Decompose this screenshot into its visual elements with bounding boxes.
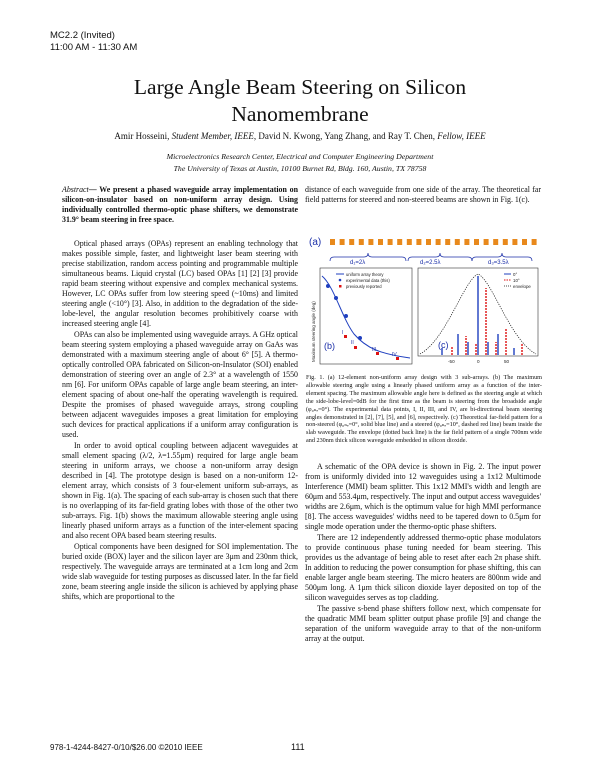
paper-title <box>60 74 540 128</box>
figure-label-b: (b) <box>324 341 335 351</box>
waveguide-marker <box>445 239 450 245</box>
body-paragraph: There are 12 independently addressed thermo-optic phase modulators to provide continuous phase tuning needed for beam steering. This provides us the advantage of being able to reset after each 2π phase shift. In addition to reducing the power consumption for phase shifting, this can enable larger angle beam steering. The micro heaters are 800nm wide and 500μm long. A 1μm thick silicon dioxide layer deposited on top of the silicon waveguides serves as top cladding. <box>305 533 541 602</box>
session-code: MC2.2 (Invited) <box>50 30 115 41</box>
panel-b-legend <box>336 272 390 289</box>
roman-label: III <box>372 347 377 353</box>
legend-c-1: 0° <box>513 272 518 277</box>
waveguide-marker <box>407 239 412 245</box>
data-point <box>376 352 379 355</box>
body-paragraph: Optical phased arrays (OPAs) represent an enabling technology that makes possible simple, faster, and lightweight laser beam steering with precise stabilization, random access pointing and programmable multiple simultaneous beams. Liquid crystal (LC) based OPAs [1] [2] [3] provide rapid beam steering without expensive and complex mechanical systems. However, LC OPAs suffer from low steering speed (~10ms) and limited steering angle (<10°) [3]. Also, in addition to the degradation of the side-lobe-level, the angular resolution becomes prohibitively coarse with increased steering angle [4]. <box>62 239 298 328</box>
waveguide-marker <box>359 239 364 245</box>
body-paragraph: A schematic of the OPA device is shown in Fig. 2. The input power from is uniformly divided into 12 waveguides using a 1x12 Multimode Interference (MMI) beam splitter. This 1x12 MMI's width and length are 60μm and 553.4μm, respectively. The input and output access waveguides' widths are 2.6μm, which is the optimum value for high MMI performance [8]. The access waveguides' widths need to be tapered down to 0.5μm for single mode operation under the thermo-optic phase shifters. <box>305 462 541 531</box>
author-rest-role: Fellow, IEEE <box>437 131 486 141</box>
session-header <box>50 30 137 54</box>
legend-b-3: previously reported <box>346 284 382 289</box>
subarray-2-spacing: d₂=2.5λ <box>420 260 441 266</box>
body-paragraph: distance of each waveguide from one side of the array. The theoretical far field patterns for steered and non-steered beams are shown in Fig. 1(c). <box>305 185 541 204</box>
abstract <box>62 185 298 225</box>
waveguide-marker <box>368 239 373 245</box>
figure-caption: Fig. 1. (a) 12-element non-uniform array design with 3 sub-arrays. (b) The maximum allowable steering angle using a linearly phased uniform array as a function of the inter-element spacing. The maximum allowable angle here is defined as the steering angle at which the side-lobe-level=0dB for the first time as the beam is steering from the broadside angle (φ₀ₙₑ=0°). The experimental data points, I, II, III, and IV, are bi-directional beam steering angles demonstrated in [2], [7], [5], and [6], respectively. (c) Theoretical far-field pattern for a non-steered (φ₀ₙₑ=0°, solid blue line) and a steered (φ₀ₙₑ=10°, dashed red line) beam inside the slab waveguide. The envelope (dotted back line) is the far field pattern of a single 700nm wide and 230nm thick silicon waveguide embedded in silicon dioxide. <box>306 374 542 445</box>
affiliation-line-2: The University of Texas at Austin, 10100 Burnet Rd, Bldg. 160, Austin, TX 78758 <box>173 164 427 173</box>
waveguide-marker <box>522 239 527 245</box>
page-number: 111 <box>291 742 305 752</box>
legend-c-3: envelope <box>513 284 531 289</box>
subarray-1-spacing: d₁=2λ <box>350 260 366 266</box>
waveguide-marker <box>416 239 421 245</box>
figure-1 <box>306 230 542 368</box>
far-field-peaks <box>442 276 522 355</box>
roman-label: I <box>342 330 344 336</box>
data-point <box>344 314 348 318</box>
body-paragraph: Optical components have been designed for SOI implementation. The buried oxide (BOX) layer and the silicon layer are 3μm and 230nm thick, respectively. The waveguide arrays are terminated at a 1cm long and 2cm wide slab waveguide for testing purposes as discussed later. In the far field zone, beam steering angle inside the silicon is achieved by applying phase shifts, which are proportional to the <box>62 542 298 601</box>
waveguide-marker <box>503 239 508 245</box>
waveguide-marker <box>426 239 431 245</box>
roman-label: II <box>351 340 354 346</box>
panel-c-legend <box>504 272 531 289</box>
abstract-label: Abstract <box>62 185 89 194</box>
data-point <box>326 284 330 288</box>
author-1-role: Student Member, IEEE <box>171 131 254 141</box>
title-line-2: Nanomembrane <box>231 102 369 126</box>
footer-isbn: 978-1-4244-8427-0/10/$26.00 ©2010 IEEE <box>50 743 203 752</box>
waveguide-marker <box>484 239 489 245</box>
waveguide-marker <box>378 239 383 245</box>
tick-label: 0 <box>477 359 480 364</box>
panel-c-ticks <box>448 359 510 364</box>
panel-b <box>311 268 412 364</box>
waveguide-array-markers <box>330 239 537 245</box>
body-paragraph: In order to avoid optical coupling between adjacent waveguides at small element spacing (λ/2, λ=1.55μm) required for large angle beam steering in uniform arrays, we choose a non-uniform array design described in [4]. The prototype design is based on a non-uniform 12-element array, which consists of 3 four-element uniform sub-arrays, as shown in Fig. 1(a). The spacing of each sub-array is chosen such that there is no overlapping of its far-field grating lobes with those of the other two sub-arrays. Fig. 1(b) shows the maximum allowable steering angle using linearly phased uniform arrays as a function of the inter-element spacing and also recent OPA based beam steering results. <box>62 441 298 540</box>
data-point <box>334 296 338 300</box>
body-paragraph: The passive s-bend phase shifters follow next, which compensate for the quadratic MMI beam splitter output phase profile [9] and change the separation of the uniform waveguide array to that of the non-uniform array at the output. <box>305 604 541 643</box>
right-column-top <box>305 185 541 205</box>
author-rest: , David N. Kwong, Yang Zhang, and Ray T. Chen, <box>253 131 438 141</box>
waveguide-marker <box>340 239 345 245</box>
tick-label: 50 <box>504 359 510 364</box>
waveguide-marker <box>464 239 469 245</box>
waveguide-marker <box>330 239 335 245</box>
waveguide-marker <box>512 239 517 245</box>
figure-label-c: (c) <box>438 340 449 350</box>
waveguide-marker <box>474 239 479 245</box>
legend-b-1: uniform array theory <box>346 272 384 277</box>
author-list <box>40 131 560 141</box>
waveguide-marker <box>397 239 402 245</box>
figure-label-a: (a) <box>309 237 322 248</box>
legend-c-2: 10° <box>513 278 520 283</box>
title-line-1: Large Angle Beam Steering on Silicon <box>133 75 467 99</box>
waveguide-marker <box>532 239 537 245</box>
abstract-text: — We present a phased waveguide array implementation on silicon-on-insulator based on non-uniform array design. Using individually controlled thermo-optic phase shifters, we demonstrate 31.9° beam steering in free space. <box>62 185 298 224</box>
left-column <box>62 185 298 602</box>
session-time: 11:00 AM - 11:30 AM <box>50 42 138 53</box>
panel-b-data-points <box>326 284 399 360</box>
body-paragraph: OPAs can also be implemented using waveguide arrays. A GHz optical beam steering system employing a phased waveguide array on GaAs was demonstrated with a maximum steering angle of about 6° [5]. A thermo-optically controlled OPA fabricated on Silicon-on-Insulator (SOI) enabled demonstration of steering over an angle of 2.3° at a wavelength of 1550 nm [6]. For uniform OPAs capable of large angle beam steering, an inter-element spacing of about one-half the operating wavelength is required. Despite the promises of phased waveguide arrays, strong coupling between adjacent waveguides imposes a great limitation for employing such devices for practical applications if a uniform array configuration is used. <box>62 330 298 439</box>
right-column <box>305 462 541 644</box>
legend-b-2: experimental data (this) <box>346 278 390 283</box>
panel-c <box>418 268 538 364</box>
waveguide-marker <box>388 239 393 245</box>
waveguide-marker <box>493 239 498 245</box>
data-point <box>344 335 347 338</box>
waveguide-marker <box>349 239 354 245</box>
panel-b-ylabel: Maximum steering angle (deg) <box>311 301 316 362</box>
tick-label: -50 <box>448 359 455 364</box>
waveguide-marker <box>455 239 460 245</box>
roman-label: IV <box>392 352 397 358</box>
subarray-3-spacing: d₃=3.5λ <box>488 260 509 266</box>
author-1: Amir Hosseini, <box>114 131 172 141</box>
waveguide-marker <box>436 239 441 245</box>
affiliation-line-1: Microelectronics Research Center, Electrical and Computer Engineering Department <box>166 152 434 161</box>
data-point <box>358 336 362 340</box>
data-point <box>354 346 357 349</box>
